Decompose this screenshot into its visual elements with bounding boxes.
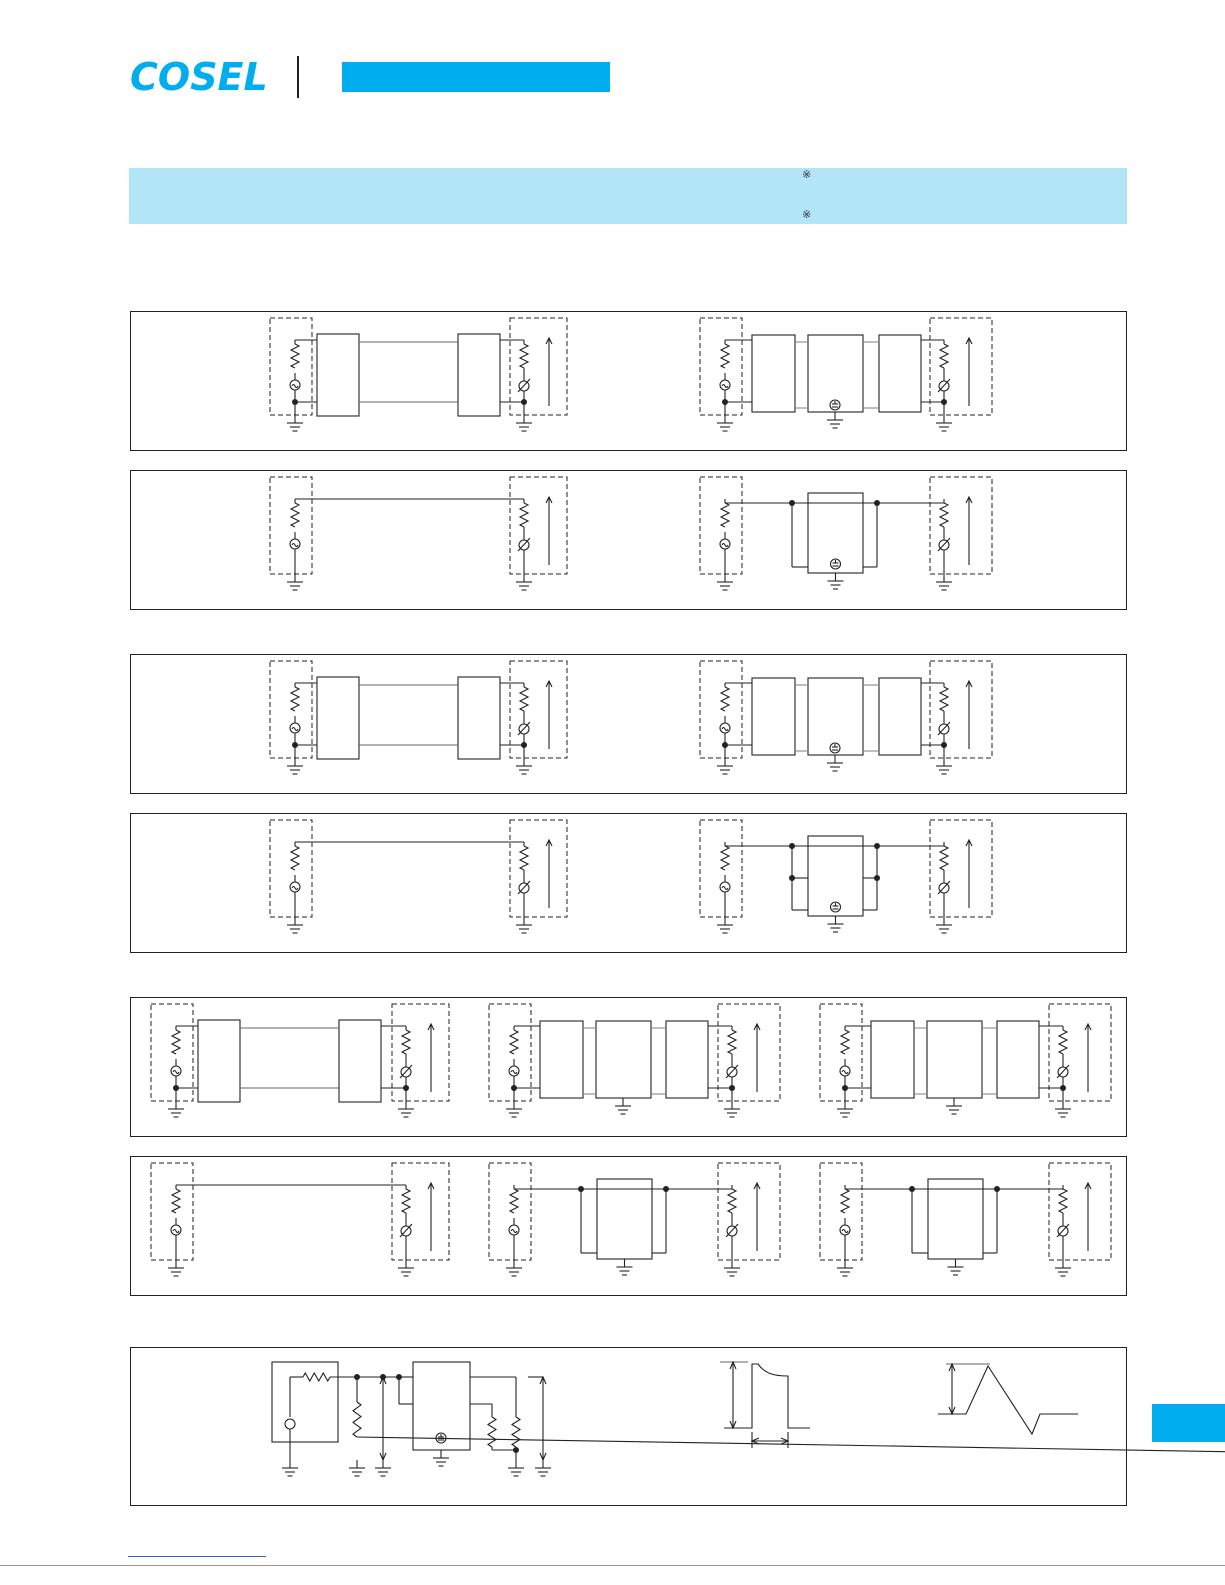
device-box xyxy=(339,1020,381,1102)
ac-source-icon xyxy=(173,1071,179,1074)
resistor-icon xyxy=(721,344,729,368)
dashed-enclosure xyxy=(392,1163,449,1260)
dashed-enclosure xyxy=(510,661,567,758)
dashed-enclosure xyxy=(930,661,992,758)
resistor-icon xyxy=(291,687,299,711)
resistor-icon xyxy=(172,1030,180,1054)
ac-source-icon xyxy=(511,1230,517,1233)
resistor-icon xyxy=(520,503,528,527)
resistor-icon xyxy=(940,687,948,711)
pulse-waveform xyxy=(724,1364,810,1428)
resistor-icon xyxy=(353,1402,361,1437)
resistor-icon xyxy=(940,344,948,368)
dashed-enclosure xyxy=(930,477,992,574)
device-box xyxy=(540,1021,583,1098)
ac-source-icon xyxy=(173,1230,179,1233)
dashed-enclosure xyxy=(930,820,992,917)
device-box xyxy=(666,1021,708,1098)
ac-source-icon xyxy=(722,385,728,388)
ac-source-icon xyxy=(292,887,298,890)
resistor-icon xyxy=(402,1030,410,1054)
resistor-icon xyxy=(402,1189,410,1213)
footer-link-underline xyxy=(128,1556,266,1557)
device-box xyxy=(927,1021,982,1098)
device-box xyxy=(879,678,921,755)
resistor-icon xyxy=(510,1189,518,1213)
ac-source-icon xyxy=(292,728,298,731)
device-box xyxy=(752,678,795,755)
resistor-icon xyxy=(721,687,729,711)
resistor-icon xyxy=(1059,1030,1067,1054)
device-box xyxy=(317,334,359,416)
resistor-icon xyxy=(520,846,528,870)
dashed-enclosure xyxy=(930,318,992,415)
resistor-icon xyxy=(512,1417,520,1447)
resistor-icon xyxy=(291,344,299,368)
device-box xyxy=(458,677,500,759)
device-box xyxy=(458,334,500,416)
pulse-source-icon xyxy=(285,1419,295,1429)
resistor-icon xyxy=(1059,1189,1067,1213)
side-tab xyxy=(1152,1404,1225,1442)
note-mark: ※ xyxy=(802,208,812,221)
resistor-icon xyxy=(520,344,528,368)
device-box xyxy=(317,677,359,759)
resistor-icon xyxy=(488,1417,496,1447)
device-box xyxy=(597,1179,652,1259)
dashed-enclosure xyxy=(510,477,567,574)
dashed-enclosure xyxy=(718,1004,780,1101)
ac-source-icon xyxy=(842,1071,848,1074)
device-box xyxy=(871,1021,914,1098)
device-box xyxy=(198,1020,240,1102)
footer-rule xyxy=(0,1565,1225,1566)
ac-source-icon xyxy=(511,1071,517,1074)
resistor-icon xyxy=(291,503,299,527)
logo-text: COSEL xyxy=(130,55,268,99)
ac-source-icon xyxy=(842,1230,848,1233)
ring-waveform xyxy=(938,1366,1078,1434)
resistor-icon xyxy=(940,846,948,870)
device-box xyxy=(752,335,795,412)
ac-source-icon xyxy=(722,887,728,890)
resistor-icon xyxy=(728,1030,736,1054)
resistor-icon xyxy=(520,687,528,711)
dashed-enclosure xyxy=(1049,1163,1111,1260)
resistor-icon xyxy=(721,846,729,870)
ac-source-icon xyxy=(722,544,728,547)
device-box xyxy=(596,1021,651,1098)
dashed-enclosure xyxy=(510,318,567,415)
resistor-icon xyxy=(940,503,948,527)
dashed-enclosure xyxy=(392,1004,449,1101)
ac-source-icon xyxy=(722,728,728,731)
resistor-icon xyxy=(510,1030,518,1054)
dashed-enclosure xyxy=(1049,1004,1111,1101)
wire xyxy=(357,1437,1225,1460)
ac-source-icon xyxy=(292,544,298,547)
resistor-icon xyxy=(291,846,299,870)
resistor-icon xyxy=(841,1189,849,1213)
device-box xyxy=(928,1179,983,1259)
dashed-enclosure xyxy=(510,820,567,917)
device-box xyxy=(879,335,921,412)
note-mark: ※ xyxy=(802,168,812,181)
ac-source-icon xyxy=(292,385,298,388)
resistor-icon xyxy=(721,503,729,527)
resistor-icon xyxy=(841,1030,849,1054)
resistor-icon xyxy=(172,1189,180,1213)
dashed-enclosure xyxy=(718,1163,780,1260)
resistor-icon xyxy=(303,1373,330,1381)
resistor-icon xyxy=(728,1189,736,1213)
device-box xyxy=(997,1021,1039,1098)
